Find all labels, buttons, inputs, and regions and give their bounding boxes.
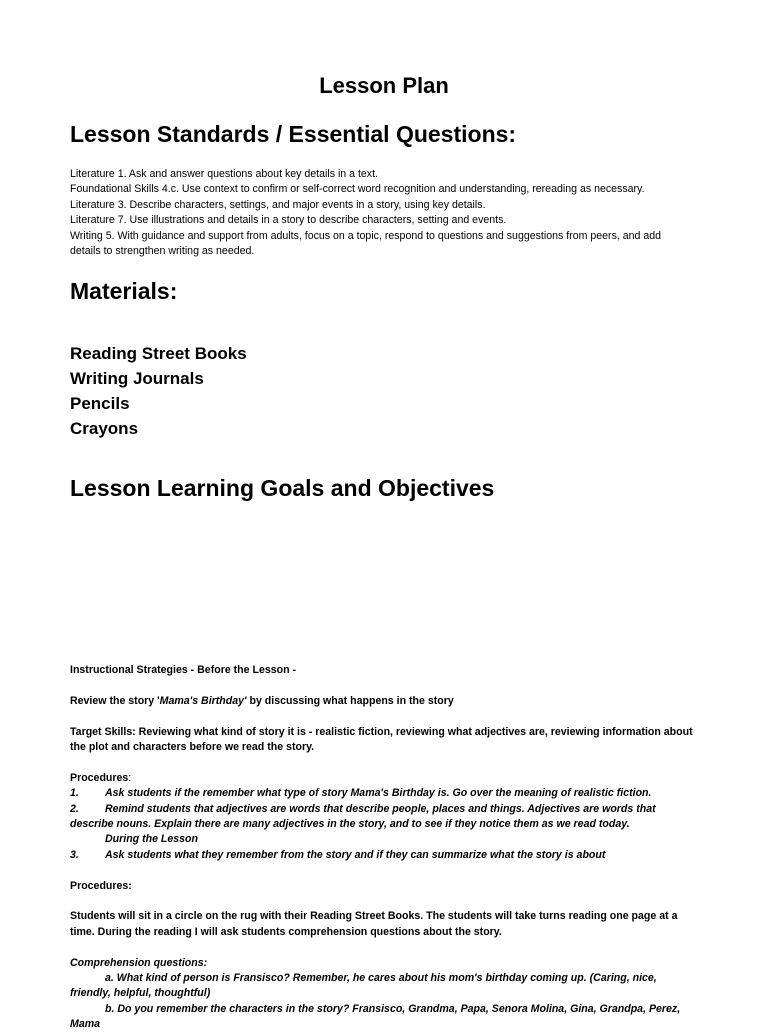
question-a-continued: friendly, helpful, thoughtful) [70, 987, 211, 1000]
material-item: Pencils [70, 394, 130, 413]
review-line: Review the story 'Mama's Birthday' by discussing what happens in the story [70, 694, 454, 707]
procedure-item: 1. Ask students if the remember what type of story Mama's Birthday is. Go over the meaning of realistic fiction. [70, 787, 652, 800]
strategies-section [70, 663, 700, 1033]
question-b-continued: Mama [70, 1018, 101, 1031]
procedures-label-2: Procedures: [70, 879, 132, 892]
strategies-heading: Instructional Strategies - Before the Lesson - [70, 664, 297, 676]
materials-list [70, 341, 247, 441]
standard-line: details to strengthen writing as needed. [70, 245, 255, 258]
question-a-line: a. What kind of person is Fransisco? Remember, he cares about his mom's birthday coming up. (Caring, nice, [105, 972, 657, 985]
comprehension-label: Comprehension questions: [70, 956, 208, 969]
procedures-label: Procedures: [70, 771, 132, 784]
reading-text: Students will sit in a circle on the rug with their Reading Street Books. The students will take turns reading one page at a time. During the reading I will ask students comprehension questions about the story. [70, 910, 678, 938]
standards-list [70, 167, 710, 259]
standard-line: Foundational Skills 4.c. Use context to confirm or self-correct word recognition and understanding, rereading as necessary. [70, 183, 645, 196]
standard-line: Literature 1. Ask and answer questions about key details in a text. [70, 168, 378, 180]
standard-line: Literature 3. Describe characters, settings, and major events in a story, using key details. [70, 198, 486, 211]
standard-line: Literature 7. Use illustrations and details in a story to describe characters, setting and events. [70, 214, 507, 227]
standard-line: Writing 5. With guidance and support from adults, focus on a topic, respond to questions and suggestions from peers, and add [70, 229, 662, 242]
materials-heading: Materials: [70, 278, 178, 304]
standards-heading: Lesson Standards / Essential Questions: [70, 121, 517, 147]
procedure-item: 3. Ask students what they remember from the story and if they can summarize what the story is about [70, 848, 606, 861]
during-lesson-label: During the Lesson [105, 833, 198, 846]
question-b-line: b. Do you remember the characters in the story? Fransisco, Grandma, Papa, Senora Molina, Gina, Grandpa, Perez, [105, 1002, 681, 1015]
story-title: Mama's Birthday' [159, 694, 247, 707]
material-item: Crayons [70, 419, 139, 438]
procedure-item: 2. Remind students that adjectives are words that describe people, places and things. Adjectives are words that [70, 802, 656, 815]
target-skills-text: Target Skills: Reviewing what kind of story it is - realistic fiction, reviewing what adjectives are, reviewing information about the plot and characters before we read the story. [70, 725, 693, 753]
material-item: Writing Journals [70, 369, 204, 388]
page-title: Lesson Plan [319, 73, 449, 98]
procedure-item-continued: describe nouns. Explain there are many adjectives in the story, and to see if they notice them as we read today. [70, 818, 630, 831]
goals-heading: Lesson Learning Goals and Objectives [70, 475, 495, 501]
material-item: Reading Street Books [70, 344, 247, 363]
